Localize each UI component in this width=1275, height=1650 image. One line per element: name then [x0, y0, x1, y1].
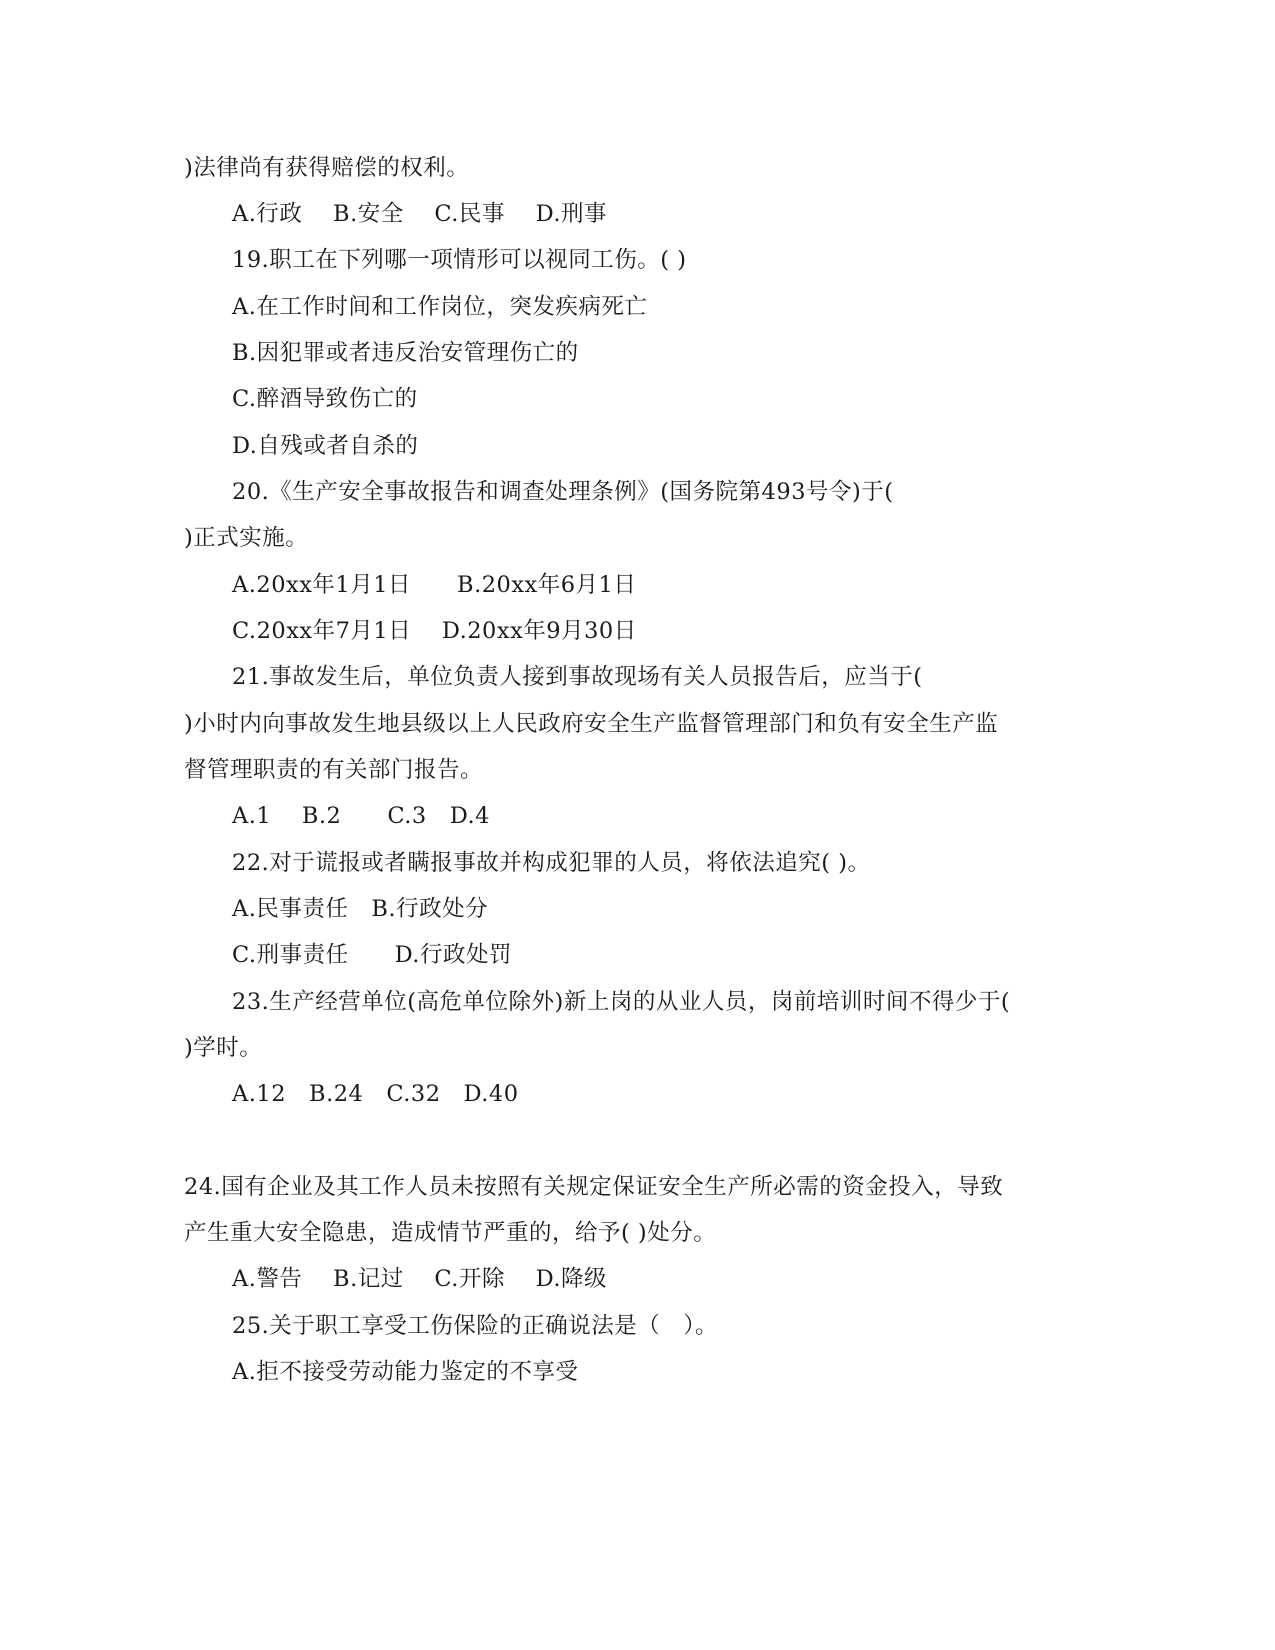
option-d: D.自残或者自杀的	[232, 433, 419, 459]
option-b: B.因犯罪或者违反治安管理伤亡的	[232, 340, 579, 366]
question-23-cont: )学时。	[184, 1035, 263, 1061]
question-21-cont: 督管理职责的有关部门报告。	[184, 757, 484, 783]
question-25: 25.关于职工享受工伤保险的正确说法是（ ）。	[232, 1313, 719, 1339]
question-20-cont: )正式实施。	[184, 525, 309, 551]
option-a: A.在工作时间和工作岗位，突发疾病死亡	[232, 294, 648, 320]
question-21: 21.事故发生后，单位负责人接到事故现场有关人员报告后，应当于(	[232, 664, 923, 690]
answer-options: A.12 B.24 C.32 D.40	[232, 1081, 519, 1107]
text-line: )法律尚有获得赔偿的权利。	[184, 155, 470, 181]
answer-options: C.20xx年7月1日 D.20xx年9月30日	[232, 618, 637, 644]
answer-options: A.民事责任 B.行政处分	[232, 896, 489, 922]
answer-options: C.刑事责任 D.行政处罚	[232, 942, 512, 968]
answer-options: A.行政 B.安全 C.民事 D.刑事	[232, 201, 607, 227]
question-23: 23.生产经营单位(高危单位除外)新上岗的从业人员，岗前培训时间不得少于(	[232, 989, 1011, 1015]
answer-options: A.20xx年1月1日 B.20xx年6月1日	[232, 572, 637, 598]
question-24-cont: 产生重大安全隐患，造成情节严重的，给予( )处分。	[184, 1220, 717, 1246]
question-19: 19.职工在下列哪一项情形可以视同工伤。( )	[232, 247, 687, 273]
question-21-cont: )小时内向事故发生地县级以上人民政府安全生产监督管理部门和负有安全生产监	[184, 711, 999, 737]
answer-options: A.警告 B.记过 C.开除 D.降级	[232, 1266, 607, 1292]
option-c: C.醉酒导致伤亡的	[232, 386, 418, 412]
question-20: 20.《生产安全事故报告和调查处理条例》(国务院第493号令)于(	[232, 479, 894, 505]
question-24: 24.国有企业及其工作人员未按照有关规定保证安全生产所必需的资金投入，导致	[184, 1174, 1004, 1200]
answer-options: A.1 B.2 C.3 D.4	[232, 803, 490, 829]
question-22: 22.对于谎报或者瞒报事故并构成犯罪的人员，将依法追究( )。	[232, 850, 871, 876]
option-a: A.拒不接受劳动能力鉴定的不享受	[232, 1359, 579, 1385]
